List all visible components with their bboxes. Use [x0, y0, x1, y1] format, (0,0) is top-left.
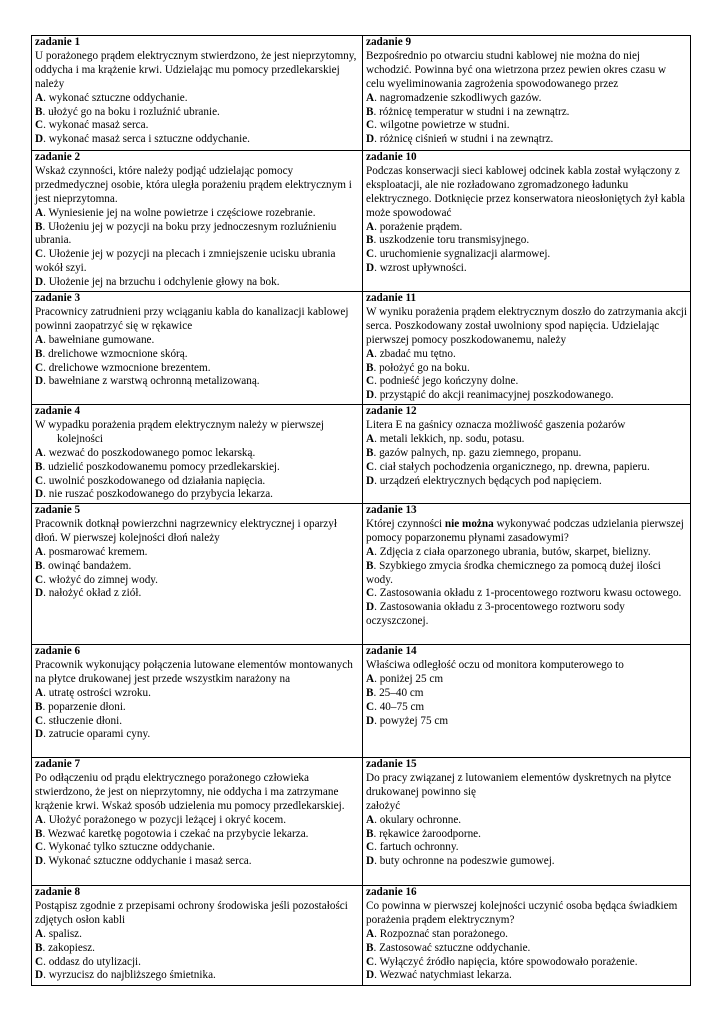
question-text: kolejności [57, 432, 103, 445]
task-title: zadanie 15 [366, 758, 417, 770]
answer-option [366, 475, 687, 489]
option-letter: C [366, 955, 375, 968]
option-text: . Zdjęcia z ciała oparzonego ubrania, butów, skarpet, bielizny. [374, 545, 651, 558]
answer-option [366, 133, 687, 147]
option-text: . uszkodzenie toru transmisyjnego. [373, 234, 530, 247]
task-title: zadanie 2 [35, 151, 81, 163]
answer-option [35, 334, 359, 348]
option-text: . Zastosować sztuczne oddychanie. [373, 941, 531, 954]
answer-option [366, 461, 687, 475]
option-letter: D [366, 969, 375, 982]
answer-option [366, 828, 687, 842]
option-letter: A [366, 432, 375, 445]
option-text: . stłuczenie dłoni. [43, 714, 123, 727]
option-text: . różnicę temperatur w studni i na zewnątrz. [373, 105, 570, 118]
option-text: . urządzeń elektrycznych będących pod napięciem. [374, 474, 602, 487]
question-text: Pracownik wykonujący połączenia lutowane elementów montowanych na płytce drukowanej jest przede wszystkim narażony na [35, 658, 353, 685]
answer-option [35, 855, 359, 869]
option-text: . rękawice żaroodporne. [373, 827, 481, 840]
answer-option [35, 106, 359, 120]
question-text: Postąpisz zgodnie z przepisami ochrony środowiska jeśli pozostałości zdjętych osłon kabli [35, 899, 348, 926]
answer-option [35, 687, 359, 701]
option-text: . 25–40 cm [373, 686, 424, 699]
option-text: . Ułożeniu jej w pozycji na boku przy jednoczesnym rozluźnieniu ubrania. [35, 220, 337, 247]
task-title: zadanie 3 [35, 292, 81, 304]
option-letter: C [366, 375, 375, 388]
answer-option [366, 969, 687, 983]
option-letter: A [366, 347, 375, 360]
task-title: zadanie 16 [366, 886, 417, 898]
option-letter: A [366, 672, 375, 685]
option-text: . nagromadzenie szkodliwych gazów. [374, 91, 542, 104]
option-letter: A [35, 91, 44, 104]
option-letter: B [35, 559, 43, 572]
answer-option [35, 248, 359, 276]
option-letter: C [35, 119, 44, 132]
option-text: . nałożyć okład z ziół. [43, 587, 142, 600]
option-text: . drelichowe wzmocnione brezentem. [43, 361, 211, 374]
option-text: . bawełniane z warstwą ochronną metalizowaną. [43, 375, 260, 388]
question-text: U porażonego prądem elektrycznym stwierdzono, że jest nieprzytomny, oddycha i ma krążenie krwi. Udzielając mu pomocy przedlekarskiej należy [35, 49, 357, 90]
task-cell [363, 645, 691, 758]
question-text: Pracownicy zatrudnieni przy wciąganiu kabla do kanalizacji kablowej powinni zaopatrzyć się w rękawice [35, 305, 349, 332]
option-text: . Wezwać natychmiast lekarza. [374, 969, 512, 982]
option-letter: B [35, 941, 43, 954]
option-text: . wyrzucisz do najbliższego śmietnika. [43, 969, 216, 982]
task-cell [363, 504, 691, 645]
answer-option [366, 119, 687, 133]
option-letter: D [35, 276, 44, 289]
option-text: . 40–75 cm [374, 700, 425, 713]
answer-option [366, 560, 687, 588]
option-letter: A [366, 927, 375, 940]
answer-option [366, 234, 687, 248]
answer-option [366, 687, 687, 701]
answer-option [35, 488, 359, 502]
option-letter: A [35, 333, 44, 346]
task-title: zadanie 13 [366, 504, 417, 516]
option-text: . oddasz do utylizacji. [43, 955, 141, 968]
option-text: . udzielić poszkodowanemu pomocy przedlekarskiej. [42, 460, 280, 473]
option-text: . okulary ochronne. [374, 813, 462, 826]
answer-option [35, 207, 359, 221]
answer-option [366, 942, 687, 956]
table-row [32, 36, 691, 151]
option-text: . wykonać masaż serca i sztuczne oddychanie. [43, 133, 250, 146]
question-text: Podczas konserwacji sieci kablowej odcinek kabla został wyłączony z eksploatacji, ale nie rozładowano zgromadzonego ładunku elektrycznego. Dotknięcie przez konserwatora nieosłoniętych żył kabla może spowodować [366, 164, 686, 219]
option-text: . posmarować kremem. [43, 545, 148, 558]
option-letter: D [35, 488, 44, 501]
table-row [32, 645, 691, 758]
option-text: . Zastosowania okładu z 3-procentowego roztworu sody oczyszczonej. [366, 601, 625, 628]
question-text: Wskaż czynności, które należy podjąć udzielając pomocy przedmedycznej osobie, która uległa porażeniu prądem elektrycznym i jest nieprzytomna. [35, 164, 352, 205]
task-title: zadanie 10 [366, 151, 417, 163]
answer-option [35, 92, 359, 106]
answer-option [366, 262, 687, 276]
answer-option [35, 715, 359, 729]
option-text: . wilgotne powietrze w studni. [374, 119, 510, 132]
answer-option [35, 133, 359, 147]
option-letter: B [366, 361, 374, 374]
option-text: . ułożyć go na boku i rozluźnić ubranie. [42, 105, 220, 118]
question-text: Litera E na gaśnicy oznacza możliwość gaszenia pożarów [366, 418, 626, 431]
option-text: . włożyć do zimnej wody. [43, 573, 158, 586]
task-cell [32, 405, 363, 504]
table-row [32, 886, 691, 986]
table-row [32, 292, 691, 405]
option-text: . podnieść jego kończyny dolne. [374, 375, 519, 388]
answer-option [35, 348, 359, 362]
table-row [32, 151, 691, 292]
option-letter: B [366, 827, 374, 840]
question-text: Pracownik dotknął powierzchni nagrzewnicy elektrycznej i oparzył dłoń. W pierwszej kolejności dłoń należy [35, 517, 337, 544]
option-letter: A [366, 545, 375, 558]
option-text: . Ułożenie jej w pozycji na plecach i zmniejszenie ucisku ubrania wokół szyi. [35, 248, 336, 275]
option-letter: B [35, 347, 43, 360]
option-text: . porażenie prądem. [374, 220, 463, 233]
option-letter: D [35, 969, 44, 982]
answer-option [35, 119, 359, 133]
option-letter: B [366, 234, 374, 247]
option-text: . zakopiesz. [42, 941, 95, 954]
option-text: . poniżej 25 cm [374, 672, 444, 685]
answer-option [366, 855, 687, 869]
question-text-part: wykonywać podczas udzielania pierwszej pomocy poparzonemu płynami zasadowymi? [366, 517, 684, 544]
answer-option [35, 587, 359, 601]
option-letter: C [35, 714, 44, 727]
option-text: . bawełniane gumowane. [43, 333, 155, 346]
answer-option [366, 389, 687, 403]
option-letter: A [35, 813, 44, 826]
answer-option [35, 728, 359, 742]
task-title: zadanie 7 [35, 758, 81, 770]
answer-option [366, 447, 687, 461]
option-text: . metali lekkich, np. sodu, potasu. [374, 432, 525, 445]
option-letter: B [366, 105, 374, 118]
option-letter: A [35, 927, 44, 940]
answer-option [366, 546, 687, 560]
task-cell [363, 151, 691, 292]
answer-option [366, 92, 687, 106]
option-letter: B [366, 446, 374, 459]
exam-sheet [31, 35, 691, 986]
question-text: Właściwa odległość oczu od monitora komputerowego to [366, 658, 624, 671]
option-letter: C [366, 248, 375, 261]
task-cell [363, 292, 691, 405]
task-title: zadanie 12 [366, 405, 417, 417]
question-text [366, 518, 687, 546]
option-letter: C [366, 587, 375, 600]
option-letter: D [35, 375, 44, 388]
option-text: . Zastosowania okładu z 1-procentowego roztworu kwasu octowego. [374, 587, 682, 600]
option-letter: B [366, 559, 374, 572]
answer-option [35, 362, 359, 376]
option-text: . Wykonać tylko sztuczne oddychanie. [43, 841, 215, 854]
answer-option [366, 362, 687, 376]
option-text: . spalisz. [43, 927, 82, 940]
option-text: . różnicę ciśnień w studni i na zewnątrz. [374, 133, 554, 146]
option-text: . położyć go na boku. [373, 361, 470, 374]
option-letter: B [366, 941, 374, 954]
option-letter: B [35, 460, 43, 473]
option-letter: C [35, 573, 44, 586]
option-letter: D [35, 133, 44, 146]
question-text: Bezpośrednio po otwarciu studni kablowej nie można do niej wchodzić. Powinna być ona wietrzona przez pewien okres czasu w celu wyeliminowania zagrożenia spowodowanego przez [366, 49, 667, 90]
answer-option [35, 461, 359, 475]
answer-option [35, 969, 359, 983]
table-row [32, 758, 691, 886]
answer-option [366, 106, 687, 120]
task-cell [32, 36, 363, 151]
option-letter: A [35, 206, 44, 219]
option-text: . gazów palnych, np. gazu ziemnego, propanu. [373, 446, 582, 459]
answer-option [35, 828, 359, 842]
table-row [32, 405, 691, 504]
task-cell [32, 292, 363, 405]
question-text: założyć [366, 799, 401, 812]
option-letter: B [35, 700, 43, 713]
question-text: Po odłączeniu od prądu elektrycznego porażonego człowieka stwierdzono, że jest on nieprzytomny, nie oddycha i ma zatrzymane krążenie krwi. Wskaż sposób udzielenia mu pomocy przedlekarskiej. [35, 771, 345, 812]
option-text: . owinąć bandażem. [42, 559, 132, 572]
question-text: Do pracy związanej z lutowaniem elementów dyskretnych na płytce drukowanej powinno się [366, 771, 672, 798]
option-text: . wezwać do poszkodowanego pomoc lekarską. [43, 446, 256, 459]
option-text: . wzrost upływności. [374, 262, 467, 275]
table-row [32, 504, 691, 645]
answer-option [366, 587, 687, 601]
answer-option [35, 956, 359, 970]
answer-option [366, 701, 687, 715]
option-letter: C [35, 474, 44, 487]
option-text: . poparzenie dłoni. [42, 700, 126, 713]
answer-option [366, 715, 687, 729]
option-letter: B [35, 105, 43, 118]
answer-option [366, 841, 687, 855]
option-text: . Wyłączyć źródło napięcia, które spowodowało porażenie. [374, 955, 638, 968]
option-letter: D [366, 855, 375, 868]
option-letter: D [35, 728, 44, 741]
question-text: W wyniku porażenia prądem elektrycznym doszło do zatrzymania akcji serca. Poszkodowany został uwolniony spod napięcia. Udzielając pierwszej pomocy poszkodowanemu, należy [366, 305, 687, 346]
option-text: . uruchomienie sygnalizacji alarmowej. [374, 248, 551, 261]
question-text: Co powinna w pierwszej kolejności uczynić osoba będąca świadkiem porażenia prądem elektrycznym? [366, 899, 678, 926]
option-letter: D [35, 855, 44, 868]
answer-option [366, 248, 687, 262]
option-letter: C [35, 841, 44, 854]
answer-option [35, 546, 359, 560]
option-letter: C [366, 841, 375, 854]
option-letter: A [35, 446, 44, 459]
option-text: . ciał stałych pochodzenia organicznego, np. drewna, papieru. [374, 460, 650, 473]
option-letter: C [35, 361, 44, 374]
option-letter: D [366, 389, 375, 402]
option-text: . zbadać mu tętno. [374, 347, 456, 360]
answer-option [366, 928, 687, 942]
option-text: . Wyniesienie jej na wolne powietrze i częściowe rozebranie. [43, 206, 316, 219]
task-cell [363, 886, 691, 986]
option-text: . zatrucie oparami cyny. [43, 728, 151, 741]
option-text: . Ułożenie jej na brzuchu i odchylenie głowy na bok. [43, 276, 280, 289]
option-letter: A [366, 813, 375, 826]
question-emphasis: nie można [444, 517, 494, 530]
answer-option [366, 814, 687, 828]
option-letter: D [366, 474, 375, 487]
answer-option [35, 814, 359, 828]
option-text: . buty ochronne na podeszwie gumowej. [374, 855, 555, 868]
option-text: . Rozpoznać stan porażonego. [374, 927, 508, 940]
option-letter: C [35, 248, 44, 261]
option-letter: B [366, 686, 374, 699]
option-letter: B [35, 220, 43, 233]
option-text: . Ułożyć porażonego w pozycji leżącej i okryć kocem. [43, 813, 287, 826]
option-letter: D [366, 262, 375, 275]
task-title: zadanie 6 [35, 645, 81, 657]
answer-option [35, 574, 359, 588]
answer-option [366, 673, 687, 687]
option-text: . wykonać sztuczne oddychanie. [43, 91, 188, 104]
option-text: . powyżej 75 cm [374, 714, 449, 727]
answer-option [35, 221, 359, 249]
option-letter: D [366, 601, 375, 614]
option-letter: A [366, 220, 375, 233]
answer-option [366, 601, 687, 629]
task-cell [363, 36, 691, 151]
answer-option [35, 928, 359, 942]
task-title: zadanie 5 [35, 504, 81, 516]
task-cell [32, 151, 363, 292]
task-title: zadanie 4 [35, 405, 81, 417]
option-text: . utratę ostrości wzroku. [43, 686, 151, 699]
option-letter: D [366, 133, 375, 146]
option-letter: C [366, 119, 375, 132]
answer-option [35, 701, 359, 715]
option-text: . uwolnić poszkodowanego od działania napięcia. [43, 474, 266, 487]
task-cell [32, 758, 363, 886]
option-letter: A [366, 91, 375, 104]
option-letter: D [35, 587, 44, 600]
answer-option [35, 841, 359, 855]
option-letter: C [35, 955, 44, 968]
option-text: . Wezwać karetkę pogotowia i czekać na przybycie lekarza. [42, 827, 309, 840]
option-text: . Szybkiego zmycia środka chemicznego za pomocą dużej ilości wody. [366, 559, 661, 586]
answer-option [366, 221, 687, 235]
option-text: . przystąpić do akcji reanimacyjnej poszkodowanego. [374, 389, 614, 402]
answer-option [35, 560, 359, 574]
answer-option [366, 375, 687, 389]
task-cell [363, 405, 691, 504]
answer-option [35, 447, 359, 461]
task-cell [32, 886, 363, 986]
task-title: zadanie 1 [35, 36, 81, 48]
task-cell [32, 504, 363, 645]
option-text: . wykonać masaż serca. [43, 119, 149, 132]
option-letter: D [366, 714, 375, 727]
option-letter: C [366, 700, 375, 713]
option-text: . Wykonać sztuczne oddychanie i masaż serca. [43, 855, 252, 868]
option-letter: A [35, 686, 44, 699]
task-title: zadanie 8 [35, 886, 81, 898]
option-letter: C [366, 460, 375, 473]
option-text: . fartuch ochronny. [374, 841, 459, 854]
answer-option [35, 276, 359, 290]
answer-option [35, 942, 359, 956]
task-title: zadanie 11 [366, 292, 417, 304]
task-title: zadanie 9 [366, 36, 412, 48]
option-letter: A [35, 545, 44, 558]
option-letter: B [35, 827, 43, 840]
task-title: zadanie 14 [366, 645, 417, 657]
question-text: W wypadku porażenia prądem elektrycznym należy w pierwszej [35, 418, 324, 431]
option-text: . nie ruszać poszkodowanego do przybycia lekarza. [43, 488, 273, 501]
answer-option [35, 375, 359, 389]
task-cell [363, 758, 691, 886]
question-text-part: Której czynności [366, 517, 445, 530]
answer-option [366, 433, 687, 447]
option-text: . drelichowe wzmocnione skórą. [42, 347, 188, 360]
answer-option [35, 475, 359, 489]
answer-option [366, 956, 687, 970]
task-cell [32, 645, 363, 758]
answer-option [366, 348, 687, 362]
